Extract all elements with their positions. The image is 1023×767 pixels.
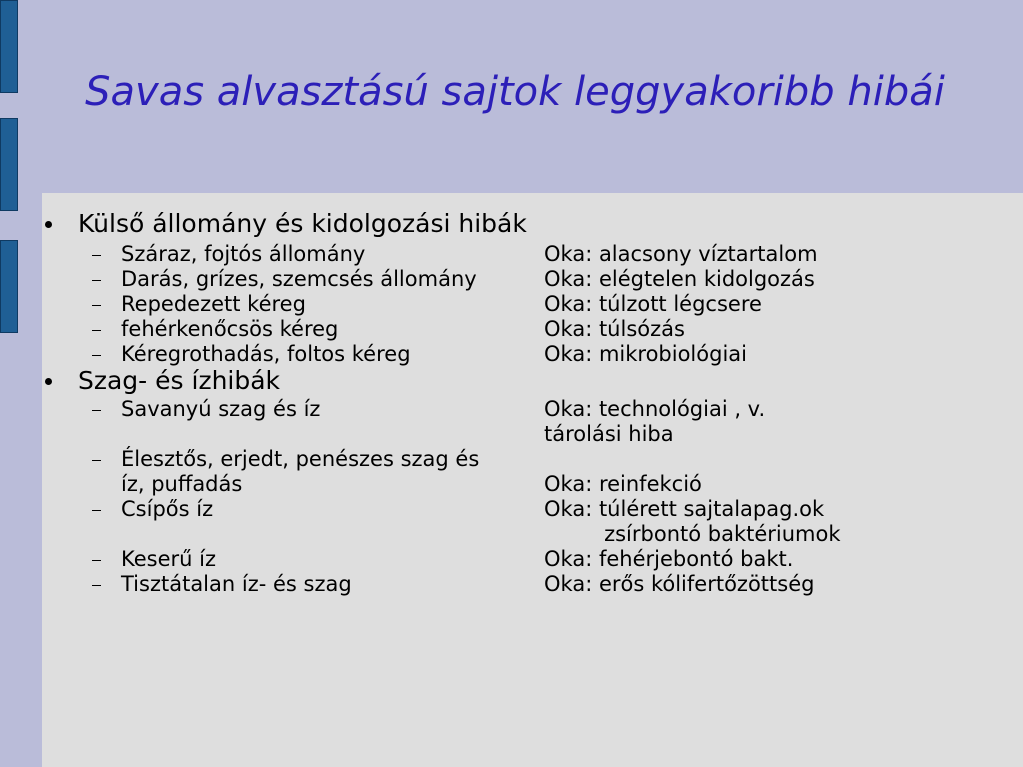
defect-text: Tisztátalan íz- és szag bbox=[121, 572, 352, 596]
defect-text: Élesztős, erjedt, penészes szag és íz, puffadás bbox=[121, 447, 480, 496]
dash-bullet-icon bbox=[92, 560, 101, 561]
dash-bullet-icon bbox=[92, 355, 101, 356]
defect-text: Száraz, fojtós állomány bbox=[121, 242, 366, 266]
defect-text: Darás, grízes, szemcsés állomány bbox=[121, 267, 477, 291]
cause-text: Oka: túlérett sajtalapag.ok zsírbontó baktériumok bbox=[544, 497, 841, 546]
cause-text: Oka: túlzott légcsere bbox=[544, 292, 762, 316]
dash-bullet-icon bbox=[92, 585, 101, 586]
defect-text: Keserű íz bbox=[121, 547, 216, 571]
defect-text: Repedezett kéreg bbox=[121, 292, 306, 316]
section-heading-text: Külső állomány és kidolgozási hibák bbox=[78, 209, 527, 238]
cause-text: Oka: erős kólifertőzöttség bbox=[544, 572, 815, 596]
dash-bullet-icon bbox=[92, 510, 101, 511]
cause-text: Oka: technológiai , v. tárolási hiba bbox=[544, 397, 766, 446]
cause-text: Oka: alacsony víztartalom bbox=[544, 242, 818, 266]
cause-text: Oka: mikrobiológiai bbox=[544, 342, 747, 366]
dash-bullet-icon bbox=[92, 330, 101, 331]
cause-text: Oka: túlsózás bbox=[544, 317, 685, 341]
section-heading bbox=[78, 210, 527, 238]
slide-title: Savas alvasztású sajtok leggyakoribb hibái bbox=[85, 69, 945, 115]
section-heading-text: Szag- és ízhibák bbox=[78, 366, 281, 395]
bullet-dot-icon bbox=[45, 221, 52, 228]
dash-bullet-icon bbox=[92, 410, 101, 411]
section-heading bbox=[78, 367, 280, 395]
dash-bullet-icon bbox=[92, 460, 101, 461]
defect-text: Savanyú szag és íz bbox=[121, 397, 321, 421]
cause-text: Oka: reinfekció bbox=[544, 472, 702, 496]
defect-text: fehérkenőcsös kéreg bbox=[121, 317, 339, 341]
bullet-dot-icon bbox=[45, 378, 52, 385]
defect-text: Kéregrothadás, foltos kéreg bbox=[121, 342, 411, 366]
dash-bullet-icon bbox=[92, 305, 101, 306]
defect-text: Csípős íz bbox=[121, 497, 214, 521]
dash-bullet-icon bbox=[92, 255, 101, 256]
cause-text: Oka: elégtelen kidolgozás bbox=[544, 267, 815, 291]
dash-bullet-icon bbox=[92, 280, 101, 281]
cause-text: Oka: fehérjebontó bakt. bbox=[544, 547, 794, 571]
